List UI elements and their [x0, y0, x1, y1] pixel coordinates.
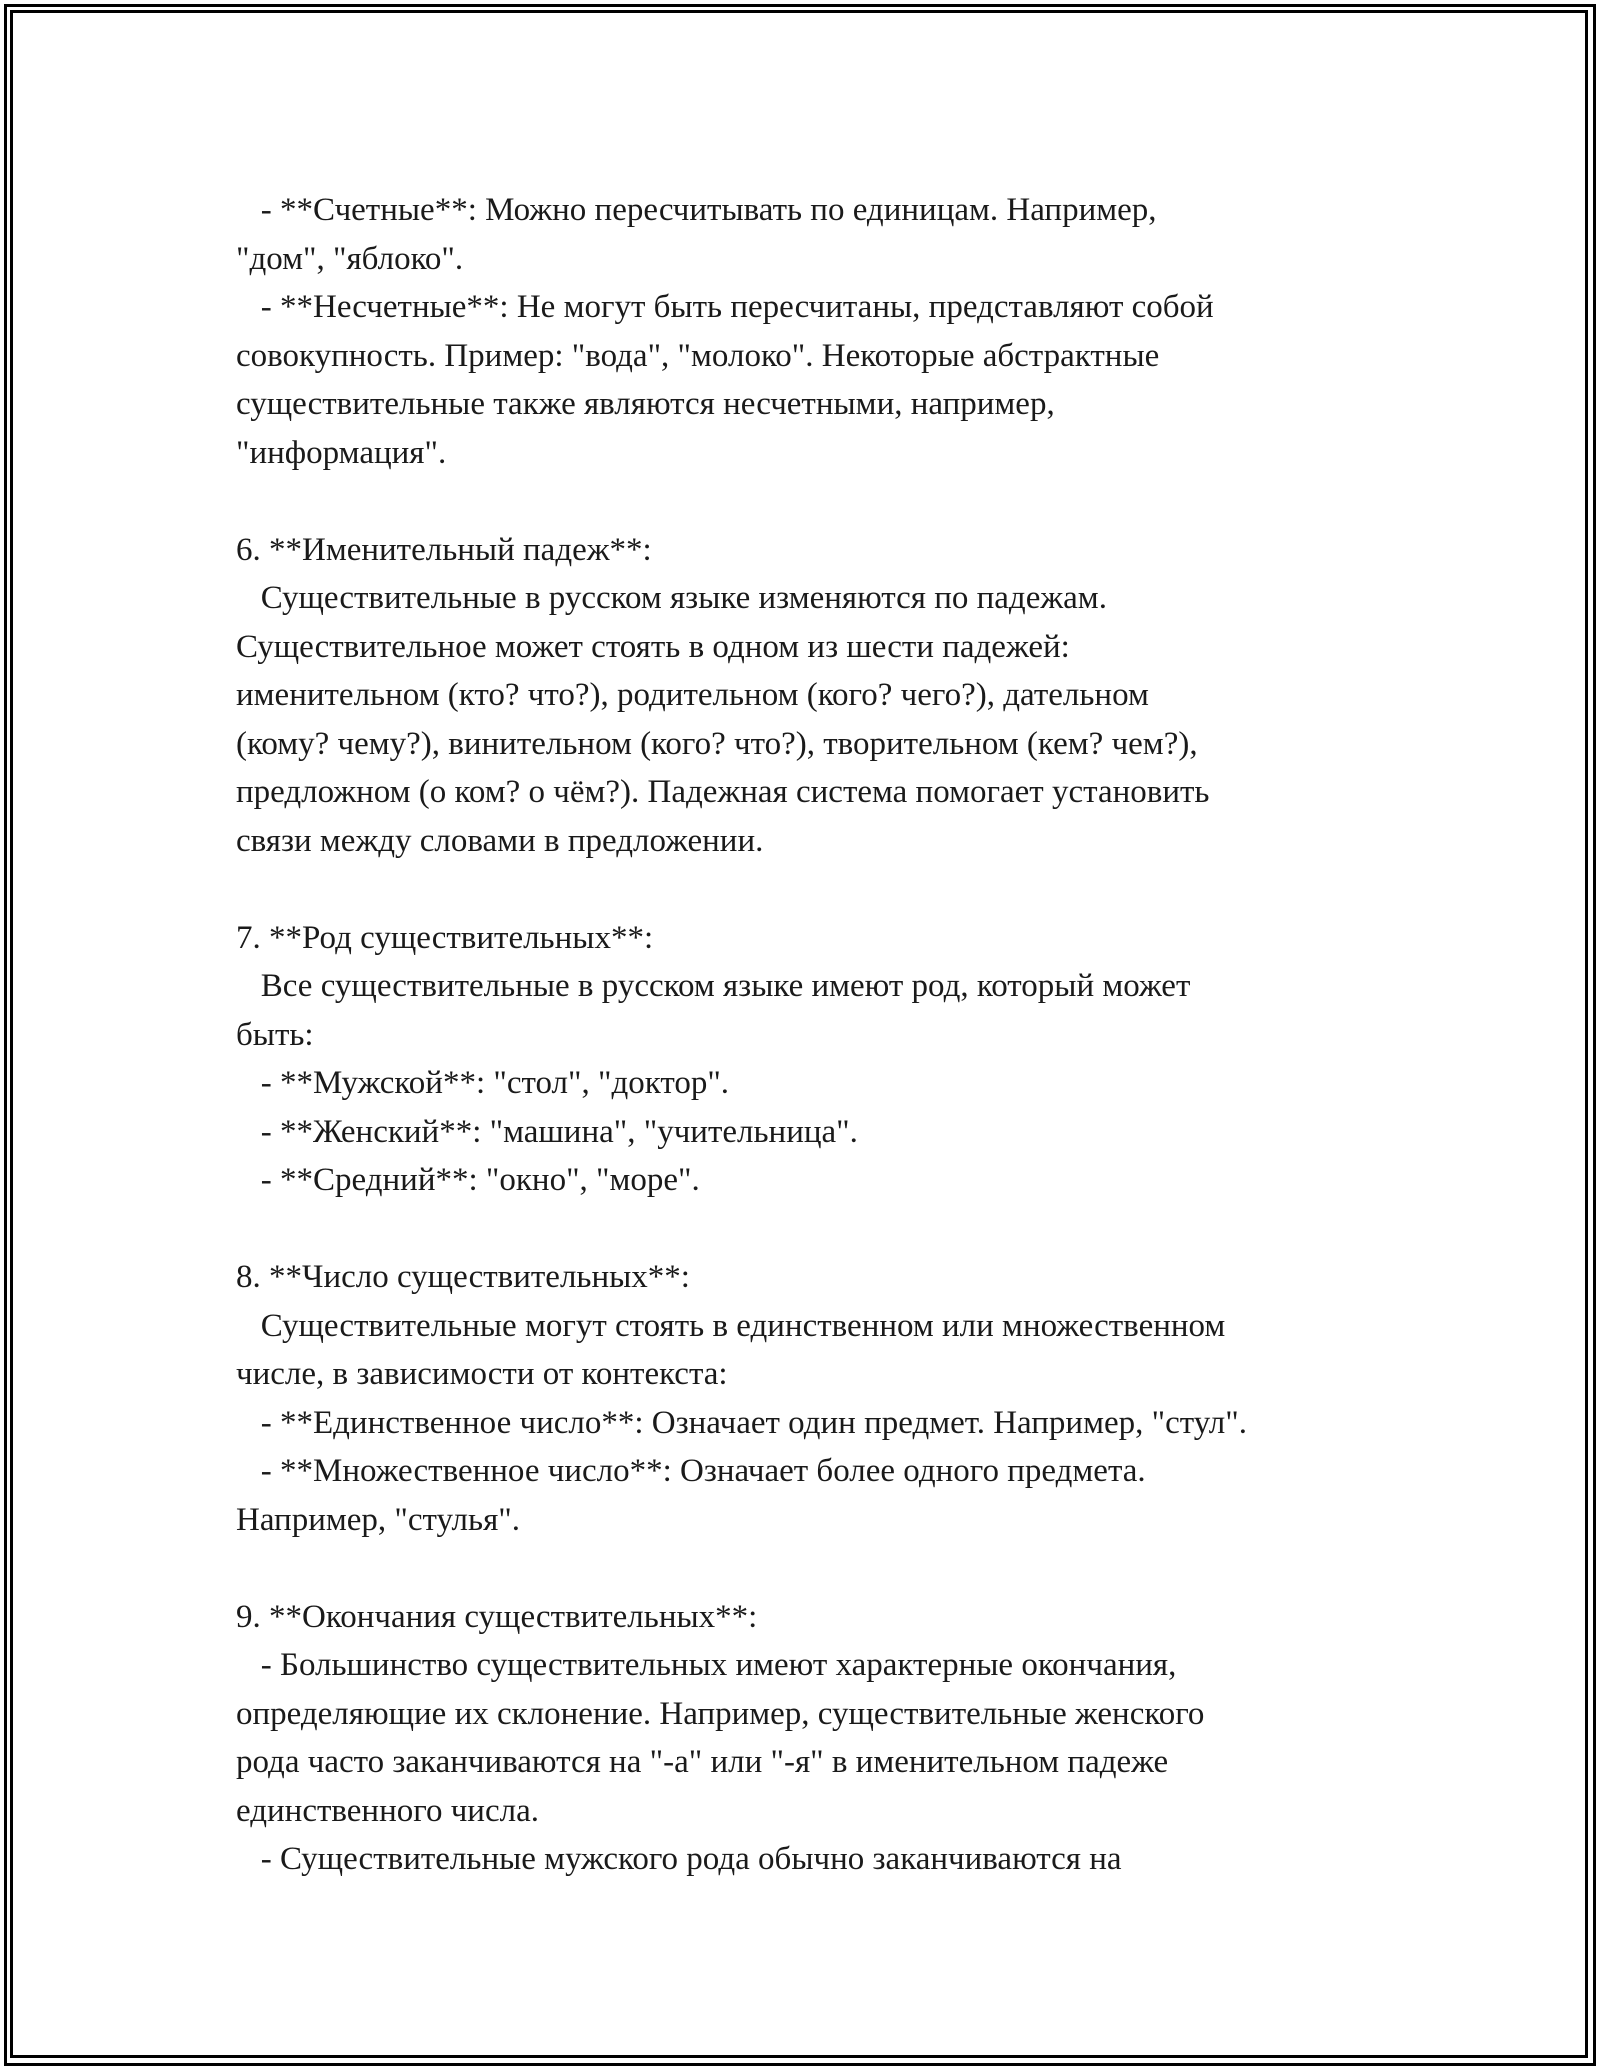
text-line: существительные также являются несчетными, например, — [236, 386, 1055, 422]
text-line: рода часто заканчиваются на "-а" или "-я" в именительном падеже — [236, 1744, 1169, 1780]
list-item: - **Единственное число**: Означает один предмет. Например, "стул". — [236, 1404, 1247, 1441]
section-heading: 9. **Окончания существительных**: — [236, 1598, 758, 1635]
list-item: - **Множественное число**: Означает более одного предмета. — [236, 1453, 1146, 1489]
section-heading: 6. **Именительный падеж**: — [236, 531, 652, 568]
blank-line — [236, 1205, 1436, 1254]
text-line: Существительные в русском языке изменяются по падежам. — [236, 580, 1107, 616]
text-line: Все существительные в русском языке имеют род, который может — [236, 968, 1191, 1004]
blank-line — [236, 1544, 1436, 1593]
text-line: единственного числа. — [236, 1792, 539, 1829]
document-body — [236, 186, 1436, 1884]
text-line: именительном (кто? что?), родительном (кого? чего?), дательном — [236, 677, 1149, 713]
text-line: Существительные могут стоять в единственном или множественном — [236, 1307, 1226, 1344]
text-line: Например, "стулья". — [236, 1501, 520, 1538]
text-line: определяющие их склонение. Например, существительные женского — [236, 1695, 1205, 1732]
text-line: (кому? чему?), винительном (кого? что?), творительном (кем? чем?), — [236, 725, 1198, 762]
list-item: - **Средний**: "окно", "море". — [236, 1162, 700, 1198]
text-line: быть: — [236, 1016, 314, 1053]
text-line: "информация". — [236, 434, 447, 471]
list-item: - **Мужской**: "стол", "доктор". — [236, 1065, 730, 1101]
text-line: "дом", "яблоко". — [236, 240, 464, 277]
blank-line — [236, 865, 1436, 914]
text-line: предложном (о ком? о чём?). Падежная система помогает установить — [236, 774, 1210, 810]
blank-line — [236, 477, 1436, 526]
text-line: Существительное может стоять в одном из шести падежей: — [236, 628, 1070, 665]
text-line: числе, в зависимости от контекста: — [236, 1356, 728, 1392]
list-item: - **Женский**: "машина", "учительница". — [236, 1113, 858, 1150]
text-line: - **Несчетные**: Не могут быть пересчитаны, представляют собой — [236, 289, 1214, 325]
text-line: связи между словами в предложении. — [236, 822, 764, 859]
text-line: - **Счетные**: Можно пересчитывать по единицам. Например, — [236, 192, 1157, 228]
list-item: - Большинство существительных имеют характерные окончания, — [236, 1647, 1177, 1683]
section-heading: 7. **Род существительных**: — [236, 919, 654, 956]
section-heading: 8. **Число существительных**: — [236, 1259, 690, 1295]
text-line: совокупность. Пример: "вода", "молоко". Некоторые абстрактные — [236, 337, 1160, 374]
list-item: - Существительные мужского рода обычно заканчиваются на — [236, 1841, 1122, 1877]
